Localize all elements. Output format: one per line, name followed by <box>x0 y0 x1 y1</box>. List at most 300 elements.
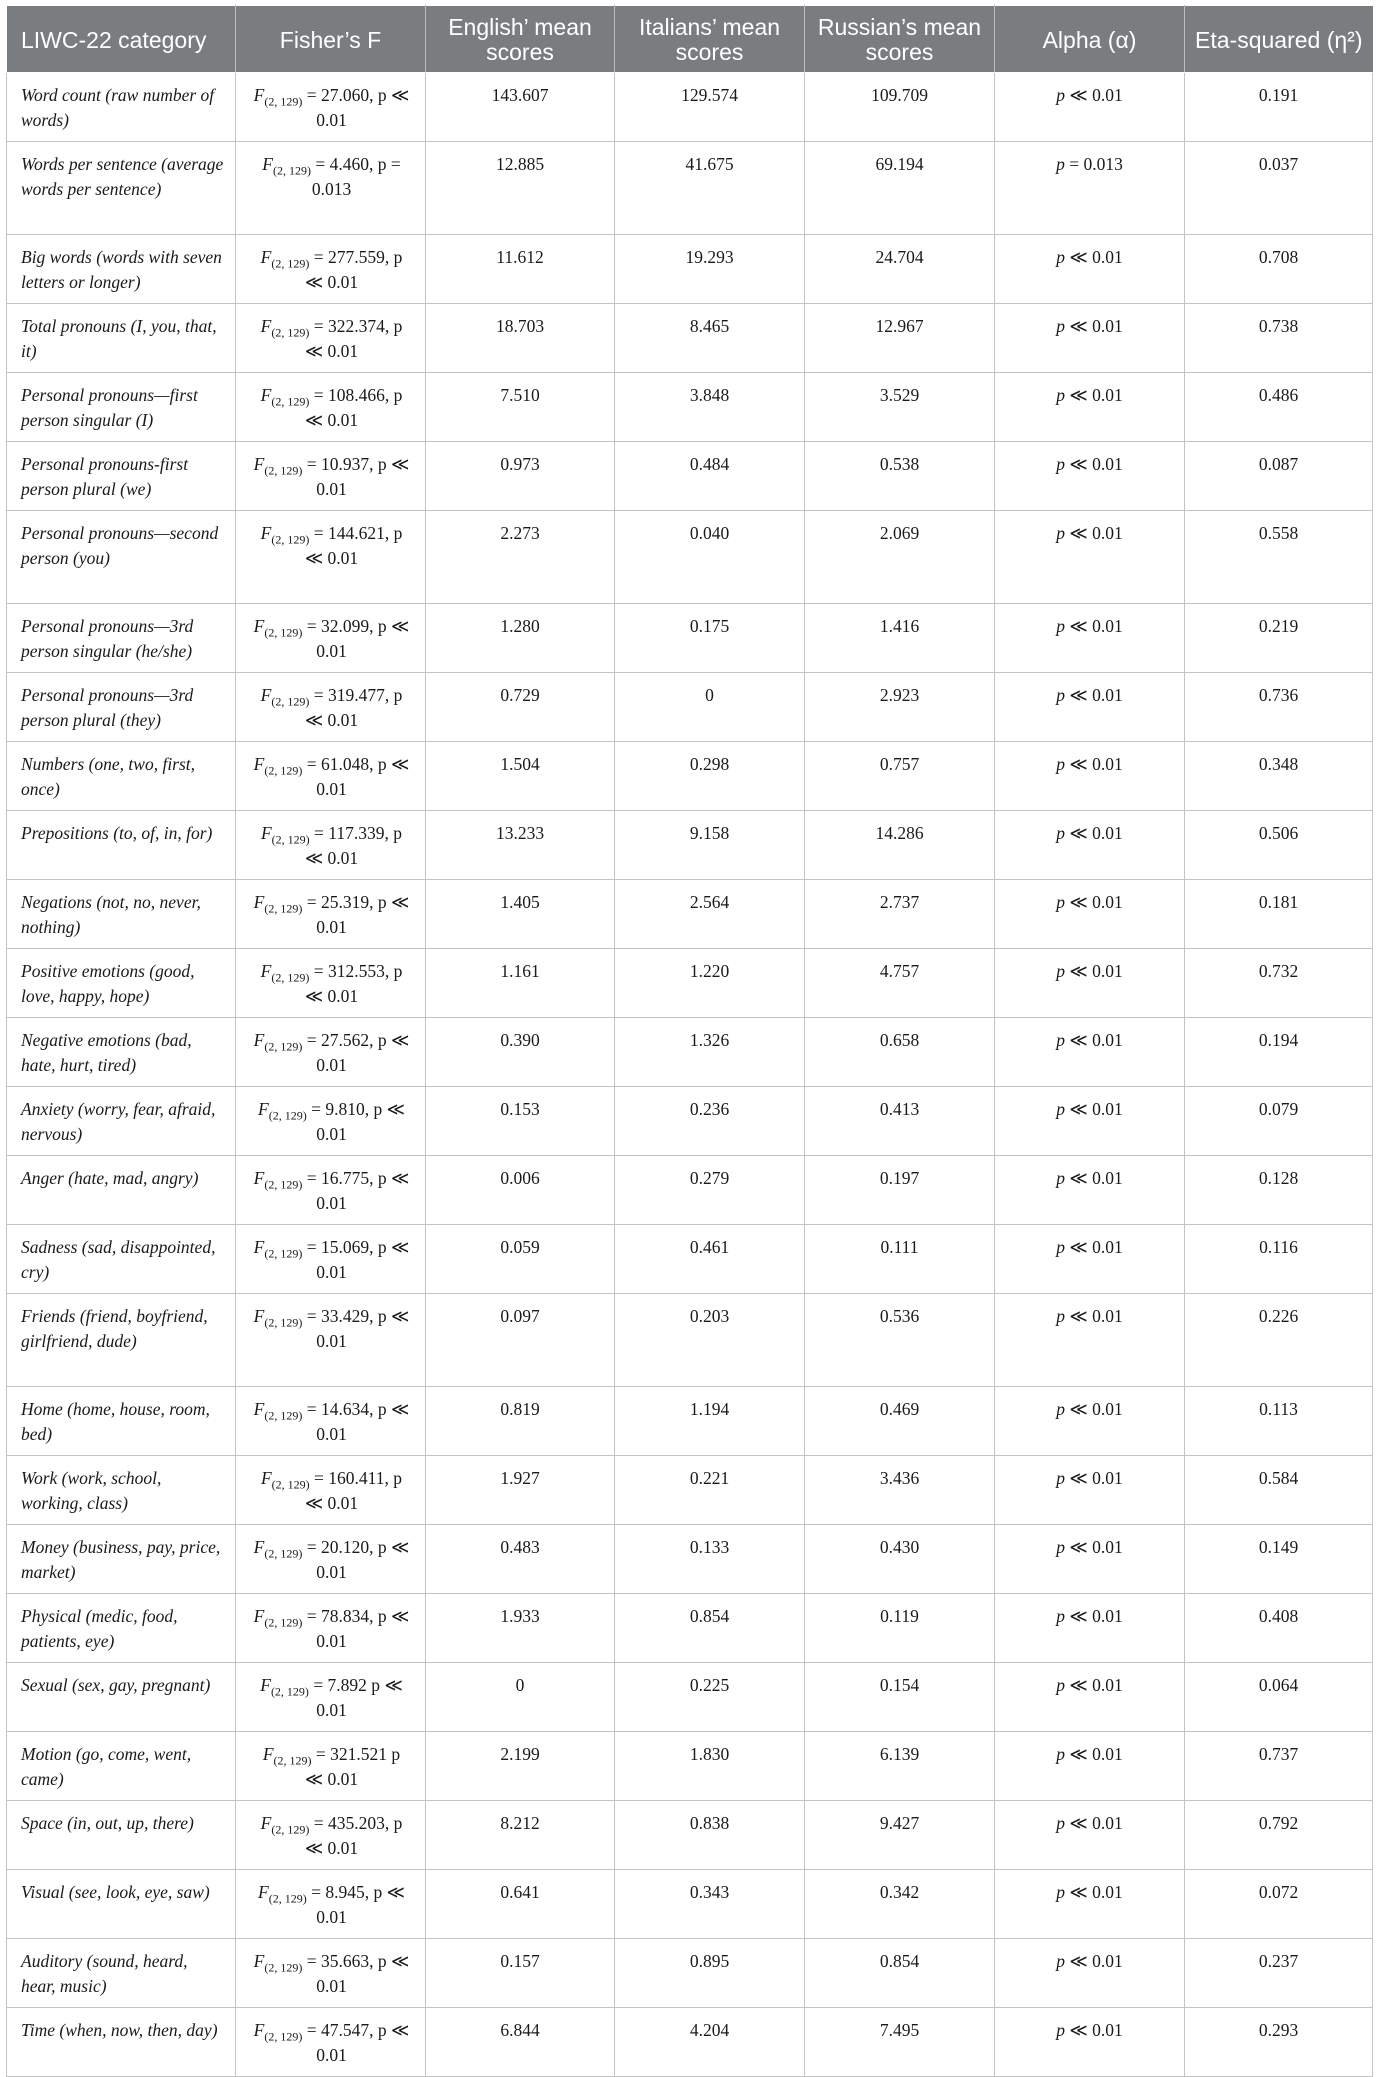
eta-squared-cell: 0.087 <box>1185 442 1373 511</box>
alpha-p-symbol: p <box>1056 1030 1066 1050</box>
eta-squared-cell: 0.792 <box>1185 1801 1373 1870</box>
english-mean-cell: 0.819 <box>426 1387 615 1456</box>
alpha-cell <box>995 142 1185 235</box>
fisher-f-cell <box>236 880 426 949</box>
f-p-value: ≪ 0.01 <box>316 85 410 130</box>
alpha-p-symbol: p <box>1056 1237 1066 1257</box>
f-value: = 144.621, <box>313 523 390 543</box>
english-mean-cell: 1.504 <box>426 742 615 811</box>
italians-mean-cell: 1.220 <box>615 949 805 1018</box>
category-cell: Big words (words with seven letters or longer) <box>7 235 236 304</box>
alpha-value: ≪ 0.01 <box>1069 1537 1123 1557</box>
alpha-value: ≪ 0.01 <box>1069 1237 1123 1257</box>
category-cell: Personal pronouns—3rd person singular (he/she) <box>7 604 236 673</box>
alpha-value: ≪ 0.01 <box>1069 1468 1123 1488</box>
liwc-comparison-table <box>6 5 1373 2077</box>
table-row <box>7 1018 1373 1087</box>
f-degrees-of-freedom: (2, 129) <box>264 901 303 916</box>
alpha-value: ≪ 0.01 <box>1069 85 1123 105</box>
alpha-cell <box>995 1018 1185 1087</box>
english-mean-cell: 0.973 <box>426 442 615 511</box>
alpha-value: ≪ 0.01 <box>1069 685 1123 705</box>
f-value: = 27.562, p <box>306 1030 387 1050</box>
russians-mean-cell: 6.139 <box>805 1732 995 1801</box>
alpha-cell <box>995 673 1185 742</box>
fisher-f-cell <box>236 811 426 880</box>
f-value: = 117.339, <box>314 823 389 843</box>
eta-squared-cell: 0.732 <box>1185 949 1373 1018</box>
russians-mean-cell: 24.704 <box>805 235 995 304</box>
category-cell: Word count (raw number of words) <box>7 73 236 142</box>
fisher-f-cell <box>236 604 426 673</box>
category-cell: Anxiety (worry, fear, afraid, nervous) <box>7 1087 236 1156</box>
table-row <box>7 1594 1373 1663</box>
category-cell: Personal pronouns-first person plural (we) <box>7 442 236 511</box>
f-value: = 108.466, <box>313 385 390 405</box>
header-italians-mean: Italians’ mean scores <box>615 6 805 73</box>
category-cell: Personal pronouns—second person (you) <box>7 511 236 604</box>
alpha-value: ≪ 0.01 <box>1069 1606 1123 1626</box>
italians-mean-cell: 0.225 <box>615 1663 805 1732</box>
table-row <box>7 1456 1373 1525</box>
english-mean-cell: 0.006 <box>426 1156 615 1225</box>
f-p-value: p ≪ 0.01 <box>304 523 403 568</box>
f-symbol: F <box>253 85 265 105</box>
table-row <box>7 1294 1373 1387</box>
alpha-cell <box>995 1663 1185 1732</box>
alpha-value: ≪ 0.01 <box>1069 892 1123 912</box>
italians-mean-cell: 0.854 <box>615 1594 805 1663</box>
category-cell: Words per sentence (average words per sentence) <box>7 142 236 235</box>
alpha-value: ≪ 0.01 <box>1069 1813 1123 1833</box>
alpha-p-symbol: p <box>1056 1399 1066 1419</box>
english-mean-cell: 0.097 <box>426 1294 615 1387</box>
russians-mean-cell: 0.111 <box>805 1225 995 1294</box>
russians-mean-cell: 12.967 <box>805 304 995 373</box>
f-degrees-of-freedom: (2, 129) <box>271 970 310 985</box>
eta-squared-cell: 0.558 <box>1185 511 1373 604</box>
english-mean-cell: 1.927 <box>426 1456 615 1525</box>
english-mean-cell: 1.161 <box>426 949 615 1018</box>
eta-squared-cell: 0.149 <box>1185 1525 1373 1594</box>
f-degrees-of-freedom: (2, 129) <box>271 256 310 271</box>
english-mean-cell: 2.273 <box>426 511 615 604</box>
f-p-value: ≪ 0.01 <box>316 1606 410 1651</box>
table-row <box>7 1732 1373 1801</box>
f-symbol: F <box>260 316 272 336</box>
f-value: = 33.429, p <box>306 1306 387 1326</box>
f-value: = 435.203, <box>313 1813 390 1833</box>
fisher-f-cell <box>236 949 426 1018</box>
english-mean-cell: 12.885 <box>426 142 615 235</box>
table-row <box>7 1939 1373 2008</box>
alpha-cell <box>995 1087 1185 1156</box>
russians-mean-cell: 0.658 <box>805 1018 995 1087</box>
italians-mean-cell: 19.293 <box>615 235 805 304</box>
alpha-p-symbol: p <box>1056 961 1066 981</box>
english-mean-cell: 7.510 <box>426 373 615 442</box>
f-degrees-of-freedom: (2, 129) <box>264 1960 303 1975</box>
italians-mean-cell: 0.236 <box>615 1087 805 1156</box>
russians-mean-cell: 9.427 <box>805 1801 995 1870</box>
english-mean-cell: 0.641 <box>426 1870 615 1939</box>
fisher-f-cell <box>236 1801 426 1870</box>
alpha-cell <box>995 2008 1185 2077</box>
english-mean-cell: 0.729 <box>426 673 615 742</box>
f-p-value: ≪ 0.01 <box>316 754 410 799</box>
f-value: = 61.048, p <box>306 754 387 774</box>
fisher-f-cell <box>236 1456 426 1525</box>
f-value: = 321.521 p <box>315 1744 401 1764</box>
alpha-cell <box>995 235 1185 304</box>
f-p-value: ≪ 0.01 <box>304 1769 359 1789</box>
f-symbol: F <box>253 1237 265 1257</box>
alpha-value: ≪ 0.01 <box>1069 1030 1123 1050</box>
russians-mean-cell: 0.197 <box>805 1156 995 1225</box>
eta-squared-cell: 0.191 <box>1185 73 1373 142</box>
f-p-value: p ≪ 0.01 <box>304 385 403 430</box>
category-cell: Positive emotions (good, love, happy, hope) <box>7 949 236 1018</box>
english-mean-cell: 2.199 <box>426 1732 615 1801</box>
alpha-value: ≪ 0.01 <box>1069 523 1123 543</box>
category-cell: Negative emotions (bad, hate, hurt, tired) <box>7 1018 236 1087</box>
f-degrees-of-freedom: (2, 129) <box>264 1315 303 1330</box>
f-degrees-of-freedom: (2, 129) <box>271 694 310 709</box>
fisher-f-cell <box>236 1294 426 1387</box>
f-degrees-of-freedom: (2, 129) <box>264 1615 303 1630</box>
f-degrees-of-freedom: (2, 129) <box>264 94 303 109</box>
alpha-cell <box>995 1456 1185 1525</box>
italians-mean-cell: 0.343 <box>615 1870 805 1939</box>
table-row <box>7 373 1373 442</box>
table-row <box>7 673 1373 742</box>
f-value: = 15.069, p <box>306 1237 387 1257</box>
alpha-cell <box>995 742 1185 811</box>
header-eta-squared: Eta-squared (η²) <box>1185 6 1373 73</box>
alpha-cell <box>995 604 1185 673</box>
eta-squared-cell: 0.037 <box>1185 142 1373 235</box>
fisher-f-cell <box>236 1018 426 1087</box>
table-row <box>7 235 1373 304</box>
alpha-value: ≪ 0.01 <box>1069 385 1123 405</box>
f-p-value: p ≪ 0.01 <box>304 1813 403 1858</box>
f-symbol: F <box>262 1744 274 1764</box>
alpha-value: ≪ 0.01 <box>1069 1306 1123 1326</box>
russians-mean-cell: 69.194 <box>805 142 995 235</box>
table-row <box>7 442 1373 511</box>
f-p-value: p ≪ 0.01 <box>304 823 403 868</box>
f-degrees-of-freedom: (2, 129) <box>268 1108 307 1123</box>
f-value: = 10.937, p <box>306 454 387 474</box>
russians-mean-cell: 0.538 <box>805 442 995 511</box>
alpha-value: ≪ 0.01 <box>1069 1168 1123 1188</box>
alpha-p-symbol: p <box>1056 1744 1066 1764</box>
russians-mean-cell: 0.342 <box>805 1870 995 1939</box>
alpha-p-symbol: p <box>1056 616 1066 636</box>
russians-mean-cell: 0.757 <box>805 742 995 811</box>
f-value: = 14.634, p <box>306 1399 387 1419</box>
alpha-value: ≪ 0.01 <box>1069 961 1123 981</box>
table-row <box>7 811 1373 880</box>
english-mean-cell: 0.483 <box>426 1525 615 1594</box>
category-cell: Sadness (sad, disappointed, cry) <box>7 1225 236 1294</box>
f-degrees-of-freedom: (2, 129) <box>268 1891 307 1906</box>
alpha-cell <box>995 1387 1185 1456</box>
fisher-f-cell <box>236 1732 426 1801</box>
alpha-p-symbol: p <box>1056 247 1066 267</box>
italians-mean-cell: 2.564 <box>615 880 805 949</box>
category-cell: Visual (see, look, eye, saw) <box>7 1870 236 1939</box>
f-p-value: ≪ 0.01 <box>316 1168 410 1213</box>
f-symbol: F <box>260 247 272 267</box>
f-value: = 78.834, p <box>306 1606 387 1626</box>
alpha-cell <box>995 304 1185 373</box>
header-alpha: Alpha (α) <box>995 6 1185 73</box>
table-row <box>7 1870 1373 1939</box>
italians-mean-cell: 0.221 <box>615 1456 805 1525</box>
italians-mean-cell: 0.040 <box>615 511 805 604</box>
f-degrees-of-freedom: (2, 129) <box>271 1822 310 1837</box>
f-symbol: F <box>253 1951 265 1971</box>
italians-mean-cell: 4.204 <box>615 2008 805 2077</box>
fisher-f-cell <box>236 142 426 235</box>
russians-mean-cell: 14.286 <box>805 811 995 880</box>
alpha-value: ≪ 0.01 <box>1069 1951 1123 1971</box>
alpha-cell <box>995 1525 1185 1594</box>
f-p-value: ≪ 0.01 <box>316 1099 405 1144</box>
alpha-cell <box>995 1594 1185 1663</box>
eta-squared-cell: 0.064 <box>1185 1663 1373 1732</box>
alpha-p-symbol: p <box>1056 685 1066 705</box>
eta-squared-cell: 0.181 <box>1185 880 1373 949</box>
alpha-cell <box>995 1801 1185 1870</box>
f-degrees-of-freedom: (2, 129) <box>264 763 303 778</box>
f-symbol: F <box>260 523 272 543</box>
f-p-value: ≪ 0.01 <box>316 1951 410 1996</box>
alpha-value: ≪ 0.01 <box>1069 454 1123 474</box>
alpha-value: ≪ 0.01 <box>1069 1882 1123 1902</box>
table-row <box>7 742 1373 811</box>
italians-mean-cell: 9.158 <box>615 811 805 880</box>
f-p-value: ≪ 0.01 <box>316 892 410 937</box>
f-value: = 7.892 p <box>313 1675 381 1695</box>
alpha-cell <box>995 373 1185 442</box>
russians-mean-cell: 0.536 <box>805 1294 995 1387</box>
f-degrees-of-freedom: (2, 129) <box>264 1177 303 1192</box>
alpha-cell <box>995 1225 1185 1294</box>
f-degrees-of-freedom: (2, 129) <box>264 2029 303 2044</box>
alpha-p-symbol: p <box>1056 454 1066 474</box>
category-cell: Home (home, house, room, bed) <box>7 1387 236 1456</box>
f-p-value: ≪ 0.01 <box>316 454 410 499</box>
russians-mean-cell: 2.737 <box>805 880 995 949</box>
category-cell: Sexual (sex, gay, pregnant) <box>7 1663 236 1732</box>
f-degrees-of-freedom: (2, 129) <box>272 163 311 178</box>
italians-mean-cell: 0.484 <box>615 442 805 511</box>
f-symbol: F <box>253 892 265 912</box>
alpha-value: ≪ 0.01 <box>1069 1099 1123 1119</box>
alpha-p-symbol: p <box>1056 1099 1066 1119</box>
table-row <box>7 949 1373 1018</box>
italians-mean-cell: 0.895 <box>615 1939 805 2008</box>
english-mean-cell: 0.157 <box>426 1939 615 2008</box>
table-body <box>7 73 1373 2077</box>
header-liwc-category: LIWC-22 category <box>7 6 236 73</box>
eta-squared-cell: 0.708 <box>1185 235 1373 304</box>
f-p-value: ≪ 0.01 <box>316 616 410 661</box>
eta-squared-cell: 0.486 <box>1185 373 1373 442</box>
english-mean-cell: 1.280 <box>426 604 615 673</box>
alpha-p-symbol: p <box>1056 154 1065 174</box>
russians-mean-cell: 0.119 <box>805 1594 995 1663</box>
f-p-value: ≪ 0.01 <box>316 1882 405 1927</box>
category-cell: Motion (go, come, went, came) <box>7 1732 236 1801</box>
f-value: = 322.374, <box>313 316 390 336</box>
eta-squared-cell: 0.738 <box>1185 304 1373 373</box>
f-value: = 4.460, p <box>315 154 387 174</box>
fisher-f-cell <box>236 673 426 742</box>
italians-mean-cell: 0.298 <box>615 742 805 811</box>
alpha-p-symbol: p <box>1056 1168 1066 1188</box>
english-mean-cell: 0.059 <box>426 1225 615 1294</box>
f-degrees-of-freedom: (2, 129) <box>270 1684 309 1699</box>
russians-mean-cell: 0.469 <box>805 1387 995 1456</box>
fisher-f-cell <box>236 742 426 811</box>
russians-mean-cell: 3.436 <box>805 1456 995 1525</box>
italians-mean-cell: 0.838 <box>615 1801 805 1870</box>
f-symbol: F <box>253 616 265 636</box>
table-row <box>7 2008 1373 2077</box>
alpha-p-symbol: p <box>1056 1675 1066 1695</box>
f-p-value: ≪ 0.01 <box>316 1399 410 1444</box>
table-row <box>7 1801 1373 1870</box>
alpha-cell <box>995 949 1185 1018</box>
russians-mean-cell: 1.416 <box>805 604 995 673</box>
category-cell: Friends (friend, boyfriend, girlfriend, dude) <box>7 1294 236 1387</box>
italians-mean-cell: 1.326 <box>615 1018 805 1087</box>
english-mean-cell: 11.612 <box>426 235 615 304</box>
italians-mean-cell: 1.830 <box>615 1732 805 1801</box>
fisher-f-cell <box>236 1387 426 1456</box>
f-degrees-of-freedom: (2, 129) <box>264 1546 303 1561</box>
fisher-f-cell <box>236 1594 426 1663</box>
eta-squared-cell: 0.226 <box>1185 1294 1373 1387</box>
alpha-p-symbol: p <box>1056 2020 1066 2040</box>
table-row <box>7 73 1373 142</box>
eta-squared-cell: 0.293 <box>1185 2008 1373 2077</box>
category-cell: Personal pronouns—3rd person plural (they) <box>7 673 236 742</box>
fisher-f-cell <box>236 442 426 511</box>
alpha-cell <box>995 811 1185 880</box>
f-symbol: F <box>253 1306 265 1326</box>
italians-mean-cell: 129.574 <box>615 73 805 142</box>
english-mean-cell: 8.212 <box>426 1801 615 1870</box>
f-degrees-of-freedom: (2, 129) <box>264 463 303 478</box>
alpha-p-symbol: p <box>1056 385 1066 405</box>
category-cell: Prepositions (to, of, in, for) <box>7 811 236 880</box>
category-cell: Money (business, pay, price, market) <box>7 1525 236 1594</box>
f-degrees-of-freedom: (2, 129) <box>264 625 303 640</box>
category-cell: Physical (medic, food, patients, eye) <box>7 1594 236 1663</box>
italians-mean-cell: 41.675 <box>615 142 805 235</box>
fisher-f-cell <box>236 1870 426 1939</box>
alpha-p-symbol: p <box>1056 316 1066 336</box>
f-p-value: ≪ 0.01 <box>316 1537 410 1582</box>
fisher-f-cell <box>236 511 426 604</box>
alpha-cell <box>995 1732 1185 1801</box>
alpha-cell <box>995 1939 1185 2008</box>
f-value: = 277.559, <box>313 247 390 267</box>
fisher-f-cell <box>236 1939 426 2008</box>
italians-mean-cell: 1.194 <box>615 1387 805 1456</box>
fisher-f-cell <box>236 373 426 442</box>
english-mean-cell: 18.703 <box>426 304 615 373</box>
category-cell: Auditory (sound, heard, hear, music) <box>7 1939 236 2008</box>
alpha-value: ≪ 0.01 <box>1069 616 1123 636</box>
f-p-value: p ≪ 0.01 <box>304 961 403 1006</box>
alpha-value: ≪ 0.01 <box>1069 823 1123 843</box>
f-symbol: F <box>260 685 272 705</box>
table-row <box>7 1156 1373 1225</box>
fisher-f-cell <box>236 1525 426 1594</box>
eta-squared-cell: 0.348 <box>1185 742 1373 811</box>
english-mean-cell: 1.933 <box>426 1594 615 1663</box>
fisher-f-cell <box>236 1225 426 1294</box>
alpha-p-symbol: p <box>1056 523 1066 543</box>
header-row <box>7 6 1373 73</box>
alpha-p-symbol: p <box>1056 1468 1066 1488</box>
alpha-value: = 0.013 <box>1069 154 1123 174</box>
f-degrees-of-freedom: (2, 129) <box>264 1246 303 1261</box>
table-row <box>7 1387 1373 1456</box>
f-symbol: F <box>253 1168 265 1188</box>
f-p-value: ≪ 0.01 <box>316 1675 403 1720</box>
alpha-value: ≪ 0.01 <box>1069 2020 1123 2040</box>
f-value: = 16.775, p <box>306 1168 387 1188</box>
f-symbol: F <box>260 385 272 405</box>
russians-mean-cell: 109.709 <box>805 73 995 142</box>
table-row <box>7 1087 1373 1156</box>
f-p-value: = 0.013 <box>311 154 401 199</box>
alpha-value: ≪ 0.01 <box>1069 247 1123 267</box>
f-value: = 319.477, <box>313 685 390 705</box>
category-cell: Negations (not, no, never, nothing) <box>7 880 236 949</box>
fisher-f-cell <box>236 73 426 142</box>
alpha-p-symbol: p <box>1056 1306 1066 1326</box>
category-cell: Anger (hate, mad, angry) <box>7 1156 236 1225</box>
f-value: = 20.120, p <box>306 1537 387 1557</box>
f-symbol: F <box>260 1813 272 1833</box>
f-p-value: ≪ 0.01 <box>316 1237 410 1282</box>
italians-mean-cell: 3.848 <box>615 373 805 442</box>
english-mean-cell: 0.390 <box>426 1018 615 1087</box>
f-degrees-of-freedom: (2, 129) <box>264 1408 303 1423</box>
english-mean-cell: 6.844 <box>426 2008 615 2077</box>
category-cell: Time (when, now, then, day) <box>7 2008 236 2077</box>
f-p-value: p ≪ 0.01 <box>304 247 403 292</box>
f-degrees-of-freedom: (2, 129) <box>271 832 310 847</box>
f-symbol: F <box>253 454 265 474</box>
fisher-f-cell <box>236 1663 426 1732</box>
f-symbol: F <box>253 1399 265 1419</box>
alpha-cell <box>995 1156 1185 1225</box>
fisher-f-cell <box>236 1087 426 1156</box>
english-mean-cell: 0.153 <box>426 1087 615 1156</box>
russians-mean-cell: 2.069 <box>805 511 995 604</box>
f-degrees-of-freedom: (2, 129) <box>271 532 310 547</box>
italians-mean-cell: 0.461 <box>615 1225 805 1294</box>
russians-mean-cell: 0.154 <box>805 1663 995 1732</box>
